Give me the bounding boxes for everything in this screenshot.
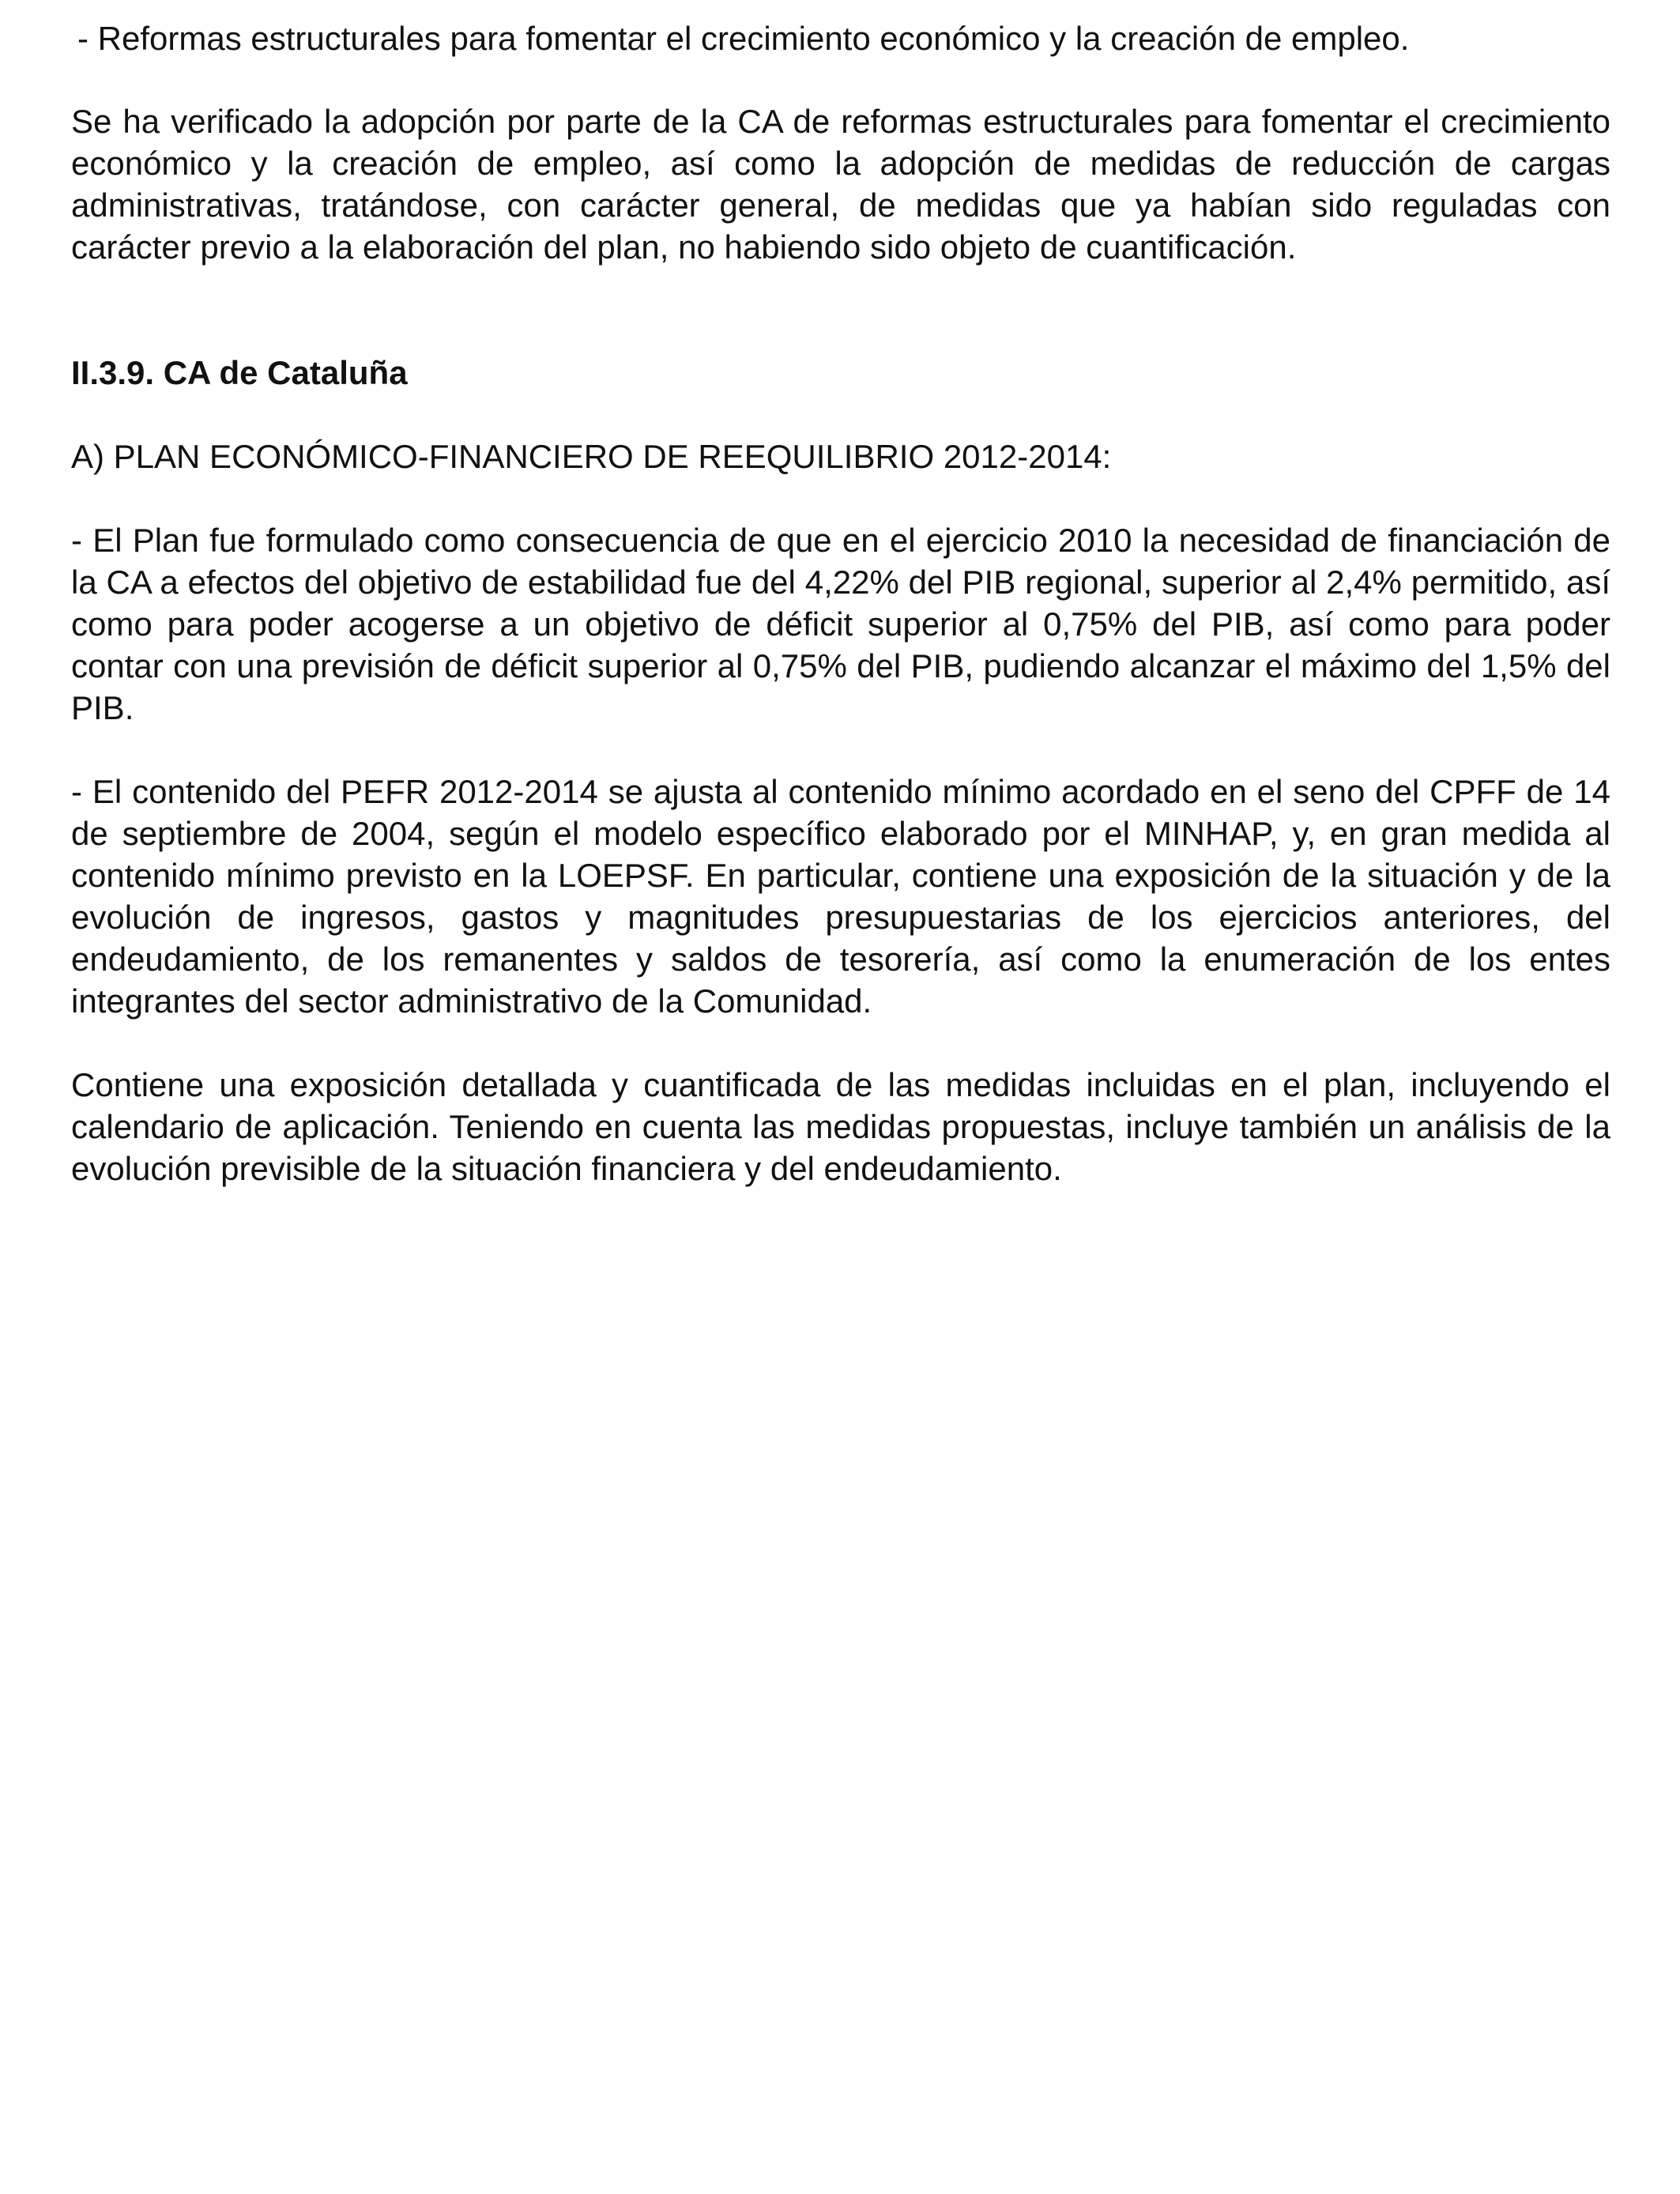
intro-bullet: - Reformas estructurales para fomentar el crecimiento económico y la creación de empleo. [77, 20, 1410, 57]
reforms-paragraph: Se ha verificado la adopción por parte de la CA de reformas estructurales para fomentar el crecimiento económico y la creación de empleo, así como la adopción de medidas de reducción de cargas administrativas, tratándose, con carácter general, de medidas que ya habían sido reguladas con carácter previo a la elaboración del plan, no habiendo sido objeto de cuantificación. [71, 103, 1610, 266]
document-body [71, 17, 1610, 1231]
plan-formulation-paragraph: - El Plan fue formulado como consecuencia de que en el ejercicio 2010 la necesidad de financiación de la CA a efectos del objetivo de estabilidad fue del 4,22% del PIB regional, superior al 2,4% permitido, así como para poder acogerse a un objetivo de déficit superior al 0,75% del PIB, así como para poder contar con una previsión de déficit superior al 0,75% del PIB, pudiendo alcanzar el máximo del 1,5% del PIB. [71, 522, 1610, 726]
plan-subheading: A) PLAN ECONÓMICO-FINANCIERO DE REEQUILIBRIO 2012-2014: [71, 438, 1112, 475]
plan-measures-paragraph: Contiene una exposición detallada y cuantificada de las medidas incluidas en el plan, incluyendo el calendario de aplicación. Teniendo en cuenta las medidas propuestas, incluye también un análisis de la evolución previsible de la situación financiera y del endeudamiento. [71, 1066, 1610, 1187]
plan-content-paragraph: - El contenido del PEFR 2012-2014 se ajusta al contenido mínimo acordado en el seno del CPFF de 14 de septiembre de 2004, según el modelo específico elaborado por el MINHAP, y, en gran medida al contenido mínimo previsto en la LOEPSF. En particular, contiene una exposición de la situación y de la evolución de ingresos, gastos y magnitudes presupuestarias de los ejercicios anteriores, del endeudamiento, de los remanentes y saldos de tesorería, así como la enumeración de los entes integrantes del sector administrativo de la Comunidad. [71, 773, 1610, 1020]
section-heading: II.3.9. CA de Cataluña [71, 354, 408, 391]
